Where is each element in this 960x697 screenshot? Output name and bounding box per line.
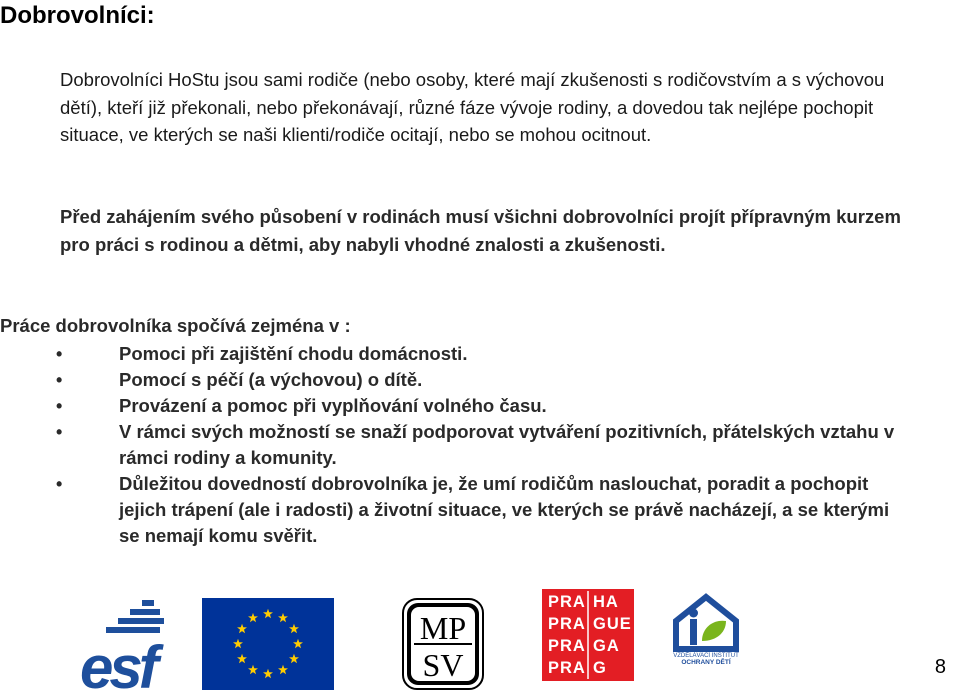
bullet-icon: • [56,344,63,364]
praha-row-3-right: GA [593,637,620,655]
vudc-logo [670,591,742,665]
preparation-paragraph: Před zahájením svého působení v rodinách musí všichni dobrovolníci projít přípravným kurzem pro práci s rodinou a dětmi, aby nabyli vhodné znalosti a zkušenosti. [60,206,901,255]
house-icon [676,597,736,649]
praha-row-3-left: PRA [548,637,586,655]
duty-text: V rámci svých možností se snaží podporovat vytváření pozitivních, přátelských vztahu v rámci rodiny a komunity. [119,421,895,468]
list-item [0,367,900,393]
page-number: 8 [934,656,946,678]
bullet-icon: • [56,474,63,494]
duty-text: Pomocí s péčí (a výchovou) o dítě. [119,369,423,390]
list-item [0,419,900,471]
bullet-icon: • [56,396,63,416]
praha-row-4-right: G [593,659,607,677]
duty-text: Důležitou dovedností dobrovolníka je, že umí rodičům naslouchat, poradit a pochopit jejich trápení (ale i radosti) a životní situace, ve kterých se právě nacházejí, a se kterými se nemají komu svěřit. [119,473,890,546]
mpsv-line1: MP [419,610,467,646]
vudc-line1: VZDĚLÁVACÍ INSTITUT [673,653,739,659]
praha-row-2-right: GUE [593,615,632,633]
duty-text: Pomoci při zajištění chodu domácnosti. [119,343,468,364]
esf-logo [80,598,188,690]
bullet-icon: • [56,422,63,442]
vudc-line2: OCHRANY DĚTÍ [681,659,731,665]
praha-row-4-left: PRA [548,659,586,677]
praha-row-2-left: PRA [548,615,586,633]
praha-logo [542,589,634,681]
esf-wordmark: esf [80,634,155,690]
duties-heading: Práce dobrovolníka spočívá zejména v : [0,315,351,336]
list-item [0,471,900,549]
leaf-icon [702,621,726,641]
list-item [0,341,900,367]
mpsv-logo [402,598,484,690]
duty-text: Provázení a pomoc při vyplňování volného času. [119,395,547,416]
praha-row-1-left: PRA [548,593,586,611]
duties-list [0,341,900,549]
logo-bar [0,585,960,697]
eu-flag-logo [202,598,334,690]
praha-row-1-right: HA [593,593,619,611]
esf-stripes-icon [106,600,164,633]
slide-title: Dobrovolníci: [0,2,155,29]
list-item [0,393,900,419]
intro-paragraph: Dobrovolníci HoStu jsou sami rodiče (nebo osoby, které mají zkušenosti s rodičovstvím a s výchovou dětí), kteří již překonali, nebo překonávají, různé fáze vývoje rodiny, a dovedou tak nejlépe pochopit situace, ve kterých se naši klienti/rodiče ocitají, nebo se mohou ocitnout. [60,69,885,145]
mpsv-line2: SV [422,647,464,683]
bullet-icon: • [56,370,63,390]
